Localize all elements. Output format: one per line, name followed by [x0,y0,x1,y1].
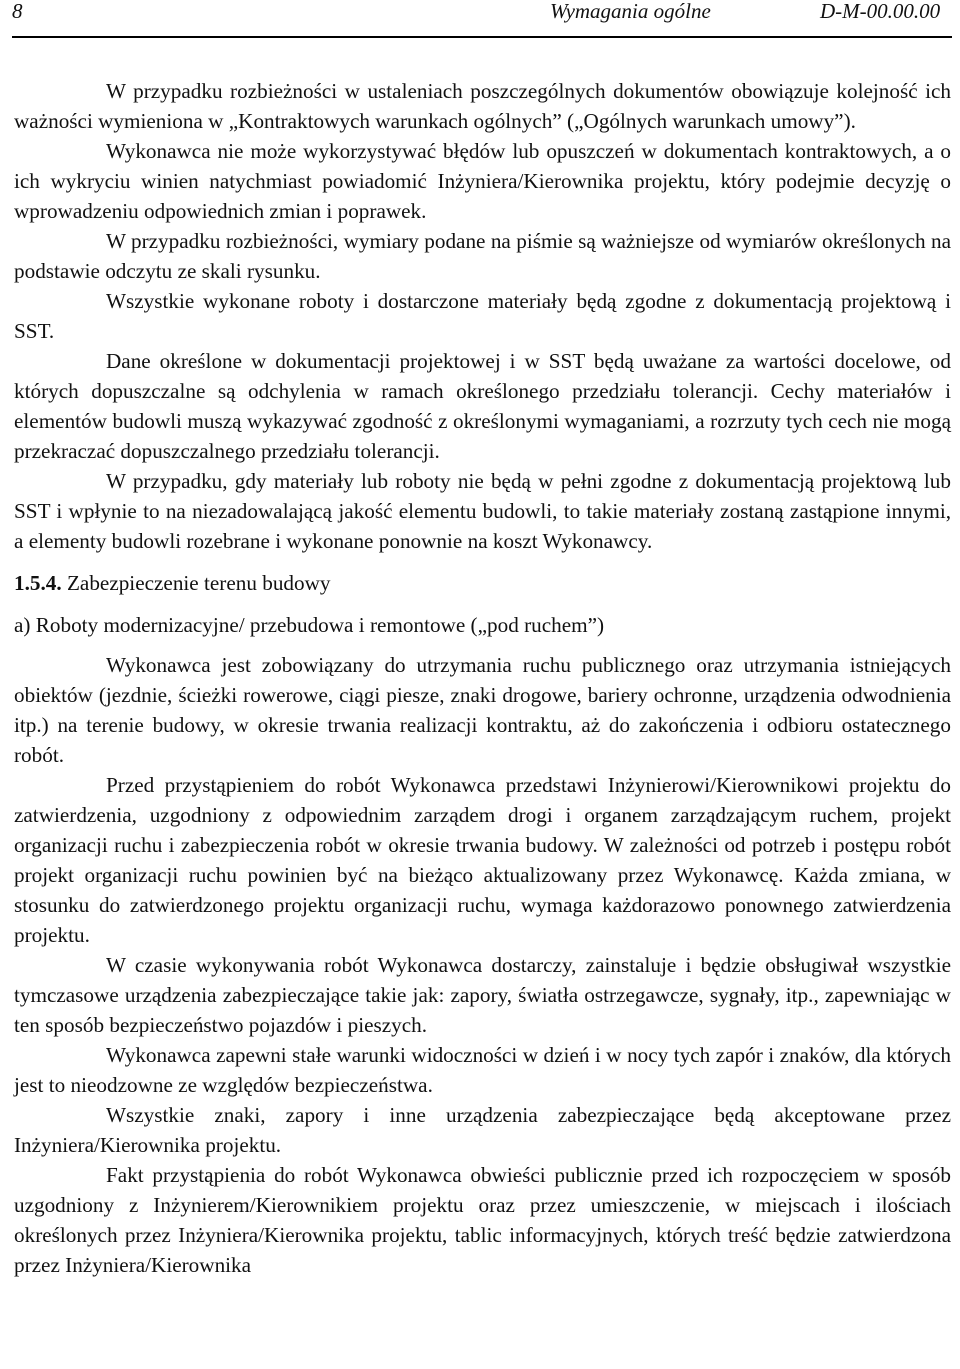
page-number: 8 [12,0,23,23]
section-title: Zabezpieczenie terenu budowy [66,571,331,595]
paragraph: W przypadku rozbieżności w ustaleniach poszczególnych dokumentów obowiązuje kolejność ich ważności wymieniona w „Kontraktowych warunkach ogólnych” („Ogólnych warunkach umowy”). [14,79,951,133]
subsection-heading: a) Roboty modernizacyjne/ przebudowa i remontowe („pod ruchem”) [14,613,605,637]
header-rule [12,36,952,38]
page-header [12,0,952,30]
paragraph: Wykonawca jest zobowiązany do utrzymania ruchu publicznego oraz utrzymania istniejących obiektów (jezdnie, ścieżki rowerowe, ciągi piesze, znaki drogowe, bariery ochronne, urządzenia odwodnienia itp.) na terenie budowy, w okresie trwania realizacji kontraktu, aż do zakończenia i odbioru ostatecznego robót. [14,653,951,767]
header-title: Wymagania ogólne [550,0,711,23]
paragraph: Fakt przystąpienia do robót Wykonawca obwieści publicznie przed ich rozpoczęciem w sposób uzgodniony z Inżynierem/Kierownikiem projektu oraz przez umieszczenie, w miejscach i ilościach określonych przez Inżyniera/Kierownika projektu, tablic informacyjnych, których treść będzie zatwierdzona przez Inżyniera/Kierownika [14,1163,951,1277]
section-heading [14,568,951,598]
paragraph: Wykonawca zapewni stałe warunki widoczności w dzień i w nocy tych zapór i znaków, dla których jest to nieodzowne ze względów bezpieczeństwa. [14,1043,951,1097]
document-body [14,76,951,1280]
paragraph: W czasie wykonywania robót Wykonawca dostarczy, zainstaluje i będzie obsługiwał wszystkie tymczasowe urządzenia zabezpieczające takie jak: zapory, światła ostrzegawcze, sygnały, itp., zapewniając w ten sposób bezpieczeństwo pojazdów i pieszych. [14,953,951,1037]
paragraph: Przed przystąpieniem do robót Wykonawca przedstawi Inżynierowi/Kierownikowi projektu do zatwierdzenia, uzgodniony z odpowiednim zarządem drogi i organem zarządzającym ruchem, projekt organizacji ruchu i zabezpieczenia robót w okresie trwania budowy. W zależności od potrzeb i postępu robót projekt organizacji ruchu powinien być na bieżąco aktualizowany przez Wykonawcę. Każda zmiana, w stosunku do zatwierdzonego projektu organizacji ruchu, wymaga każdorazowo ponownego zatwierdzenia projektu. [14,773,951,947]
section-number: 1.5.4. [14,571,62,595]
paragraph: W przypadku, gdy materiały lub roboty nie będą w pełni zgodne z dokumentacją projektową lub SST i wpłynie to na niezadowalającą jakość elementu budowli, to takie materiały zostaną zastąpione innymi, a elementy budowli rozebrane i wykonane ponownie na koszt Wykonawcy. [14,469,951,553]
paragraph: W przypadku rozbieżności, wymiary podane na piśmie są ważniejsze od wymiarów określonych na podstawie odczytu ze skali rysunku. [14,229,951,283]
paragraph: Wszystkie wykonane roboty i dostarczone materiały będą zgodne z dokumentacją projektową i SST. [14,289,951,343]
document-code: D-M-00.00.00 [820,0,941,23]
paragraph: Dane określone w dokumentacji projektowej i w SST będą uważane za wartości docelowe, od których dopuszczalne są odchylenia w ramach określonego przedziału tolerancji. Cechy materiałów i elementów budowli muszą wykazywać zgodność z określonymi wymaganiami, a rozrzuty tych cech nie mogą przekraczać dopuszczalnego przedziału tolerancji. [14,349,951,463]
paragraph: Wszystkie znaki, zapory i inne urządzenia zabezpieczające będą akceptowane przez Inżyniera/Kierownika projektu. [14,1103,951,1157]
paragraph: Wykonawca nie może wykorzystywać błędów lub opuszczeń w dokumentach kontraktowych, a o ich wykryciu winien natychmiast powiadomić Inżyniera/Kierownika projektu, który podejmie decyzję o wprowadzeniu odpowiednich zmian i poprawek. [14,139,951,223]
